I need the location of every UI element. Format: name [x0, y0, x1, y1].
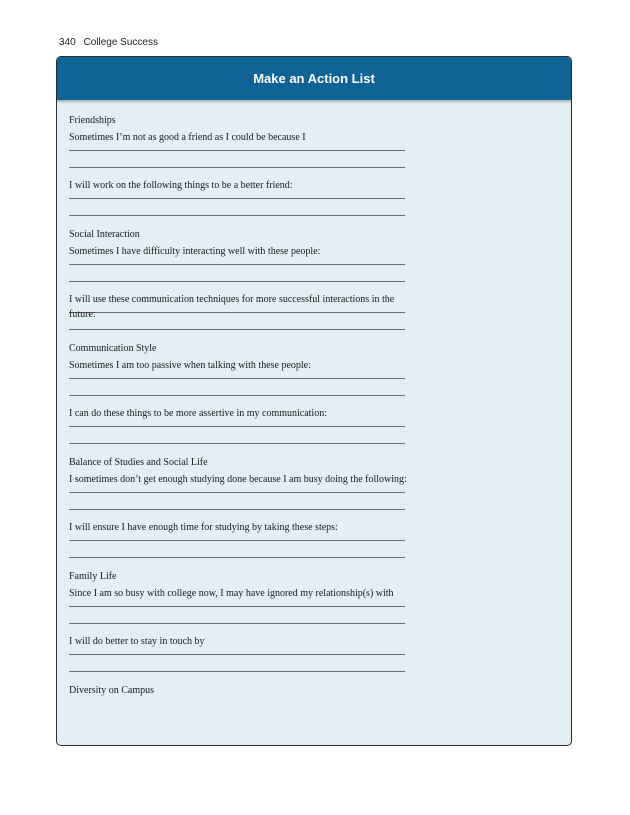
section-family-life	[69, 569, 409, 672]
section-social-interaction	[69, 227, 409, 330]
answer-line[interactable]	[69, 312, 405, 313]
answer-line[interactable]	[69, 654, 405, 655]
answer-line[interactable]	[69, 150, 405, 151]
prompt: I can do these things to be more assertive in my communication:	[69, 408, 327, 419]
page-number: 340	[59, 37, 76, 48]
prompt: Sometimes I’m not as good a friend as I could be because I	[69, 132, 306, 143]
page-header	[59, 37, 158, 48]
section-title: Social Interaction	[69, 229, 140, 240]
section-title: Friendships	[69, 115, 116, 126]
prompt: I will use these communication techniques for more successful interactions in the future:	[69, 294, 395, 320]
prompt: I will work on the following things to be a better friend:	[69, 180, 293, 191]
answer-line[interactable]	[69, 215, 405, 216]
box-title: Make an Action List	[57, 57, 571, 100]
answer-line[interactable]	[69, 606, 405, 607]
book-title: College Success	[83, 37, 158, 48]
section-balance	[69, 455, 409, 558]
answer-line[interactable]	[69, 198, 405, 199]
section-friendships	[69, 113, 409, 216]
answer-line[interactable]	[69, 671, 405, 672]
answer-line[interactable]	[69, 426, 405, 427]
answer-line[interactable]	[69, 492, 405, 493]
section-communication-style	[69, 341, 409, 444]
answer-line[interactable]	[69, 378, 405, 379]
section-title: Balance of Studies and Social Life	[69, 457, 208, 468]
section-title: Communication Style	[69, 343, 157, 354]
prompt: Sometimes I am too passive when talking with these people:	[69, 360, 311, 371]
answer-line[interactable]	[69, 443, 405, 444]
answer-line[interactable]	[69, 329, 405, 330]
section-title: Family Life	[69, 571, 117, 582]
prompt: I will ensure I have enough time for studying by taking these steps:	[69, 522, 338, 533]
section-title: Diversity on Campus	[69, 685, 154, 696]
prompt: Since I am so busy with college now, I may have ignored my relationship(s) with	[69, 588, 394, 599]
answer-line[interactable]	[69, 264, 405, 265]
section-diversity	[69, 683, 409, 700]
prompt: I will do better to stay in touch by	[69, 636, 205, 647]
prompt: Sometimes I have difficulty interacting well with these people:	[69, 246, 321, 257]
answer-line[interactable]	[69, 557, 405, 558]
answer-line[interactable]	[69, 540, 405, 541]
action-list-content	[69, 113, 409, 711]
action-list-box	[56, 56, 572, 746]
prompt: I sometimes don’t get enough studying done because I am busy doing the following:	[69, 474, 407, 485]
